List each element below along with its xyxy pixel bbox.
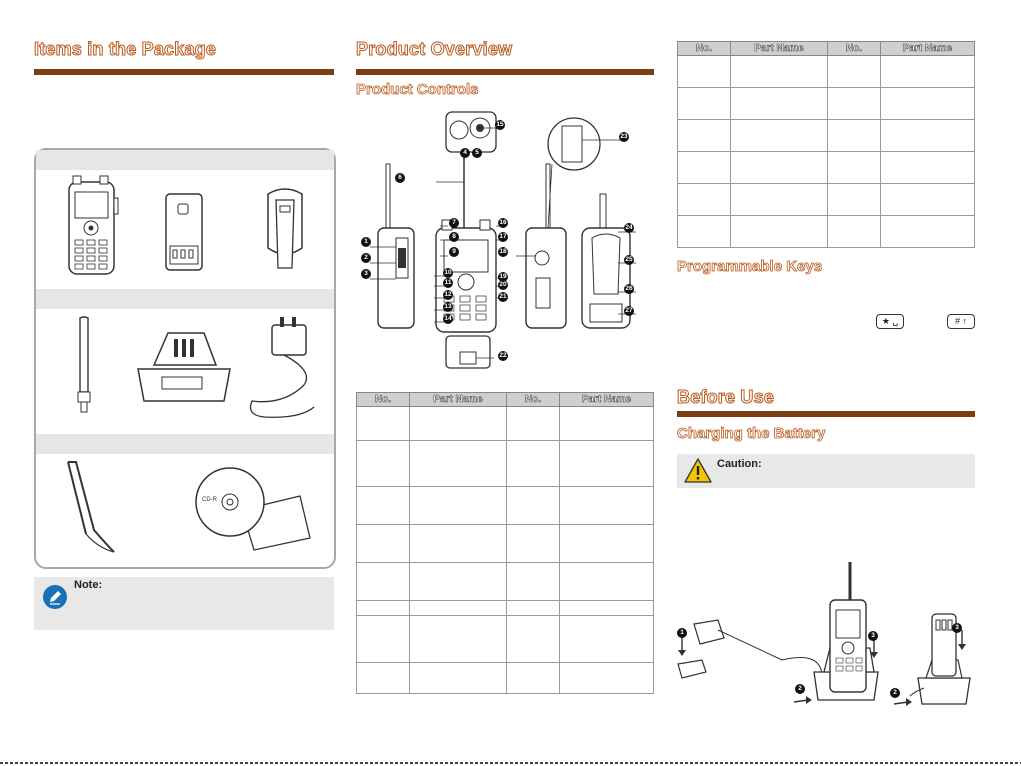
callout-number: 9 (449, 247, 459, 257)
table-row (357, 441, 654, 487)
radio-illustration (64, 176, 124, 276)
table-cell (410, 487, 507, 525)
callout-number: 16 (499, 219, 507, 226)
table-cell (357, 601, 410, 616)
table-cell (410, 616, 507, 663)
note-box (34, 577, 334, 630)
callout-number: 4 (460, 148, 470, 158)
table-cell (881, 88, 975, 120)
parts-table-2 (677, 41, 975, 248)
table-cell (828, 120, 881, 152)
callout-number: 6 (395, 173, 405, 183)
warning-icon (683, 457, 713, 484)
table-cell (357, 487, 410, 525)
table-row (357, 601, 654, 616)
parts-table-1 (356, 392, 654, 694)
table-cell (560, 601, 654, 616)
table-cell (357, 616, 410, 663)
callout-number: 23 (620, 133, 628, 140)
callout-number: 27 (625, 307, 633, 314)
col-header: No. (357, 393, 410, 407)
callout-number: 24 (625, 224, 633, 231)
table-cell (357, 663, 410, 694)
table-cell (410, 441, 507, 487)
antenna-illustration (74, 316, 94, 416)
table-cell (357, 563, 410, 601)
caution-box (677, 454, 975, 488)
col-header: Part Name (410, 393, 507, 407)
battery-illustration (164, 192, 206, 272)
table-row (357, 563, 654, 601)
callout-number: 11 (444, 279, 452, 286)
package-row-band (36, 150, 334, 170)
callout-number: 21 (499, 293, 507, 300)
charge-step-number: 1 (677, 628, 687, 638)
charge-step-number: 3 (868, 631, 878, 641)
table-cell (560, 525, 654, 563)
callout-number: 19 (499, 273, 507, 280)
package-row-band (36, 434, 334, 454)
product-overview-heading: Product Overview (356, 39, 513, 59)
col-header: No. (828, 42, 881, 56)
package-row-band (36, 289, 334, 309)
callout-number: 13 (444, 303, 452, 310)
table-cell (410, 601, 507, 616)
charge-step-number: 2 (795, 684, 805, 694)
table-cell (507, 563, 560, 601)
cd-label: CD-R (202, 497, 217, 503)
hash-key: # ↑ (947, 314, 975, 329)
col-header: Part Name (731, 42, 828, 56)
cd-and-manual-illustration (192, 466, 312, 550)
table-row (678, 120, 975, 152)
table-cell (881, 152, 975, 184)
package-contents-panel (34, 148, 336, 569)
star-key: ★ ␣ (876, 314, 904, 329)
table-cell (410, 563, 507, 601)
table-cell (828, 56, 881, 88)
table-cell (507, 601, 560, 616)
table-cell (507, 407, 560, 441)
power-adapter-illustration (244, 315, 324, 420)
table-cell (731, 88, 828, 120)
table-row (678, 216, 975, 248)
table-cell (828, 152, 881, 184)
charge-step-number: 2 (890, 688, 900, 698)
table-cell (560, 563, 654, 601)
callout-number: 14 (444, 315, 452, 322)
table-cell (828, 184, 881, 216)
callout-number: 2 (361, 253, 371, 263)
table-cell (678, 184, 731, 216)
col-header: Part Name (560, 393, 654, 407)
heading-rule (677, 411, 975, 417)
belt-clip-illustration (262, 188, 308, 274)
table-row (678, 88, 975, 120)
charge-step-number: 3 (952, 623, 962, 633)
callout-number: 15 (496, 121, 504, 128)
table-cell (828, 88, 881, 120)
table-cell (731, 152, 828, 184)
table-cell (410, 407, 507, 441)
callout-number: 10 (444, 269, 452, 276)
table-cell (678, 56, 731, 88)
table-cell (560, 616, 654, 663)
charging-battery-heading: Charging the Battery (677, 425, 826, 442)
charger-illustration (134, 325, 234, 405)
table-cell (560, 487, 654, 525)
before-use-heading: Before Use (677, 387, 775, 407)
table-cell (560, 407, 654, 441)
table-cell (507, 663, 560, 694)
table-cell (507, 525, 560, 563)
table-cell (881, 216, 975, 248)
table-cell (357, 407, 410, 441)
table-row (357, 487, 654, 525)
table-cell (507, 616, 560, 663)
table-cell (678, 152, 731, 184)
table-cell (828, 216, 881, 248)
callout-number: 8 (449, 232, 459, 242)
table-cell (881, 120, 975, 152)
callout-number: 18 (499, 248, 507, 255)
table-row (357, 663, 654, 694)
page-edge (0, 762, 1021, 764)
table-cell (731, 120, 828, 152)
table-cell (881, 56, 975, 88)
caution-title: Caution: (717, 458, 762, 470)
table-row (678, 184, 975, 216)
table-cell (560, 441, 654, 487)
heading-rule (356, 69, 654, 75)
callout-number: 1 (361, 237, 371, 247)
table-cell (507, 441, 560, 487)
table-cell (410, 663, 507, 694)
callout-number: 3 (361, 269, 371, 279)
callout-number: 20 (499, 281, 507, 288)
table-cell (678, 88, 731, 120)
product-controls-heading: Product Controls (356, 81, 479, 98)
table-cell (357, 525, 410, 563)
callout-number: 26 (625, 285, 633, 292)
table-cell (881, 184, 975, 216)
table-row (678, 56, 975, 88)
charging-illustration (674, 560, 974, 720)
table-row (357, 525, 654, 563)
col-header: Part Name (881, 42, 975, 56)
callout-number: 7 (449, 218, 459, 228)
table-cell (731, 184, 828, 216)
note-title: Note: (74, 579, 103, 591)
callout-number: 17 (499, 233, 507, 240)
table-cell (731, 56, 828, 88)
table-cell (357, 441, 410, 487)
col-header: No. (678, 42, 731, 56)
table-cell (507, 487, 560, 525)
table-cell (678, 120, 731, 152)
table-cell (410, 525, 507, 563)
table-row (357, 616, 654, 663)
callout-number: 5 (472, 148, 482, 158)
wrist-strap-illustration (58, 458, 118, 558)
callout-number: 25 (625, 256, 633, 263)
table-cell (678, 216, 731, 248)
table-cell (731, 216, 828, 248)
callout-number: 12 (444, 291, 452, 298)
table-row (357, 407, 654, 441)
programmable-keys-heading: Programmable Keys (677, 258, 823, 275)
col-header: No. (507, 393, 560, 407)
items-heading: Items in the Package (34, 39, 217, 59)
note-pencil-icon (42, 584, 68, 610)
table-cell (560, 663, 654, 694)
table-row (678, 152, 975, 184)
callout-number: 22 (499, 352, 507, 359)
heading-rule (34, 69, 334, 75)
